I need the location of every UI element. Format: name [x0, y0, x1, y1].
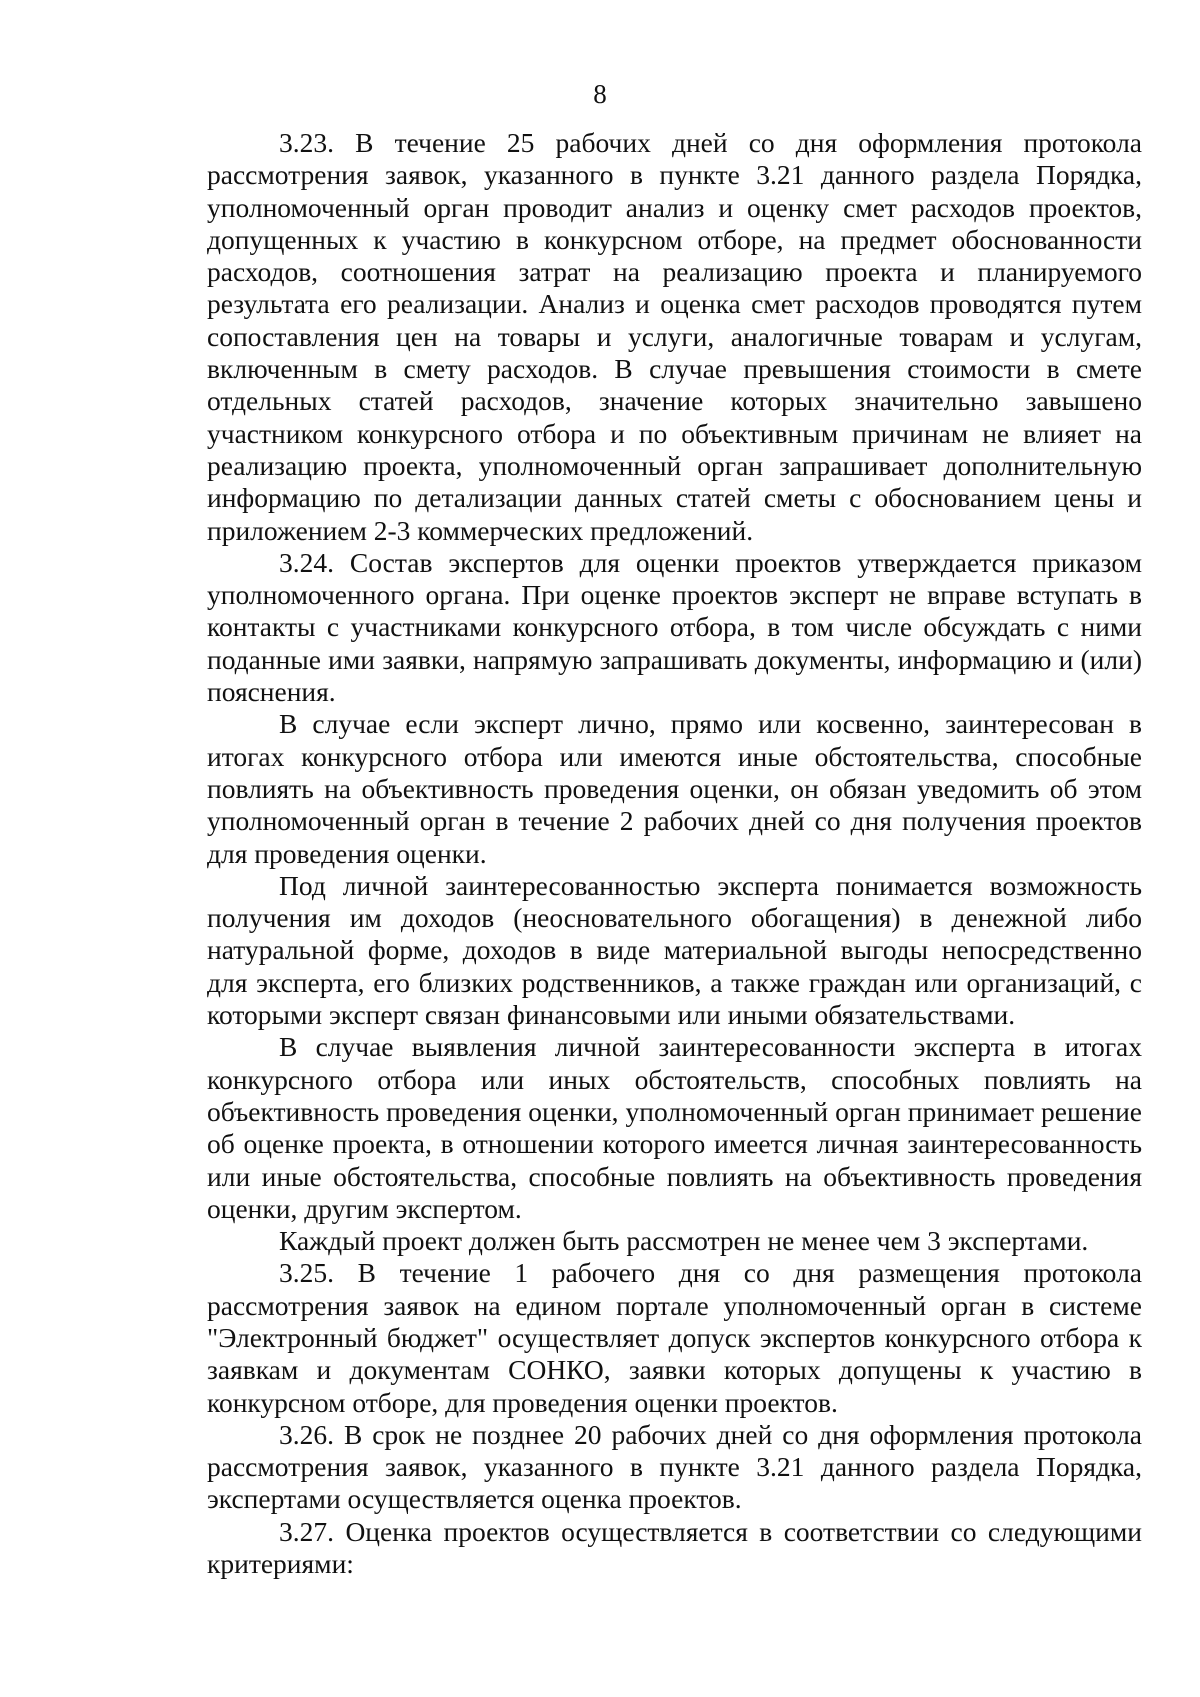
paragraph-3-26: 3.26. В срок не позднее 20 рабочих дней со дня оформления протокола рассмотрения заявок, указанного в пункте 3.21 данного раздела Порядка, экспертами осуществляется оценка проектов. [207, 1418, 1142, 1515]
paragraph-conflict-notice: В случае если эксперт лично, прямо или косвенно, заинтересован в итогах конкурсного отбора или имеются иные обстоятельства, способные повлиять на объективность проведения оценки, он обязан уведомить об этом уполномоченный орган в течение 2 рабочих дней со дня получения проектов для проведения оценки. [207, 708, 1142, 869]
paragraph-interest-detected: В случае выявления личной заинтересованности эксперта в итогах конкурсного отбора или иных обстоятельств, способных повлиять на объективность проведения оценки, уполномоченный орган принимает решение об оценке проекта, в отношении которого имеется личная заинтересованность или иные обстоятельства, способные повлиять на объективность проведения оценки, другим экспертом. [207, 1031, 1142, 1224]
paragraph-personal-interest-definition: Под личной заинтересованностью эксперта понимается возможность получения им доходов (неосновательного обогащения) в денежной либо натуральной форме, доходов в виде материальной выгоды непосредственно для эксперта, его близких родственников, а также граждан или организаций, с которыми эксперт связан финансовыми или иными обязательствами. [207, 869, 1142, 1031]
paragraph-3-24: 3.24. Состав экспертов для оценки проектов утверждается приказом уполномоченного органа. При оценке проектов эксперт не вправе вступать в контакты с участниками конкурсного отбора, в том числе обсуждать с ними поданные ими заявки, напрямую запрашивать документы, информацию и (или) пояснения. [207, 546, 1142, 708]
paragraph-3-25: 3.25. В течение 1 рабочего дня со дня размещения протокола рассмотрения заявок на едином портале уполномоченный орган в системе "Электронный бюджет" осуществляет допуск экспертов конкурсного отбора к заявкам и документам СОНКО, заявки которых допущены к участию в конкурсном отборе, для проведения оценки проектов. [207, 1257, 1142, 1418]
paragraph-3-23: 3.23. В течение 25 рабочих дней со дня оформления протокола рассмотрения заявок, указанного в пункте 3.21 данного раздела Порядка, уполномоченный орган проводит анализ и оценку смет расходов проектов, допущенных к участию в конкурсном отборе, на предмет обоснованности расходов, соотношения затрат на реализацию проекта и планируемого результата его реализации. Анализ и оценка смет расходов проводятся путем сопоставления цен на товары и услуги, аналогичные товарам и услугам, включенным в смету расходов. В случае превышения стоимости в смете отдельных статей расходов, значение которых значительно завышено участником конкурсного отбора и по объективным причинам не влияет на реализацию проекта, уполномоченный орган запрашивает дополнительную информацию по детализации данных статей сметы с обоснованием цены и приложением 2-3 коммерческих предложений. [207, 127, 1142, 546]
paragraph-min-experts: Каждый проект должен быть рассмотрен не менее чем 3 экспертами. [279, 1225, 1089, 1257]
document-body [207, 127, 1142, 1580]
paragraph-3-27: 3.27. Оценка проектов осуществляется в соответствии со следующими критериями: [207, 1515, 1142, 1580]
page-number: 8 [593, 79, 607, 109]
